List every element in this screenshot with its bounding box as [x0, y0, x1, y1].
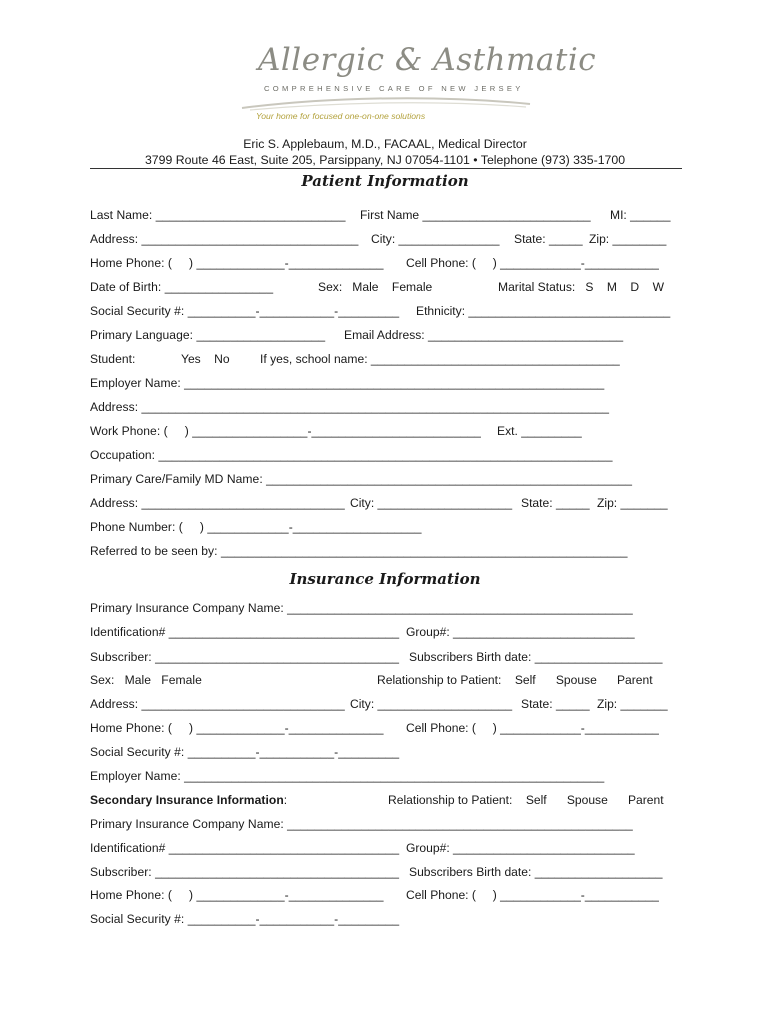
insured-social-security-field[interactable]: Social Security #: __________-___________-_________ — [90, 745, 400, 759]
state-field[interactable]: State: _____ — [514, 232, 583, 246]
work-phone-ext-field[interactable]: Ext. _________ — [497, 424, 582, 438]
social-security-field[interactable]: Social Security #: __________-___________-_________ — [90, 304, 400, 318]
employer-address-field[interactable]: Address: _____________________________________________________________________ — [90, 400, 610, 414]
group-field[interactable]: Group#: ___________________________ — [406, 625, 635, 639]
insured-city-field[interactable]: City: ____________________ — [350, 697, 513, 711]
secondary-insurance-colon: : — [283, 793, 288, 807]
address-field[interactable]: Address: ________________________________ — [90, 232, 359, 246]
insured-sex-options[interactable]: Sex: Male Female — [90, 673, 202, 687]
insured-address-field[interactable]: Address: ______________________________ — [90, 697, 345, 711]
md-city-field[interactable]: City: ____________________ — [350, 496, 513, 510]
md-phone-field[interactable]: Phone Number: ( ) ____________-___________________ — [90, 520, 422, 534]
sex-options[interactable]: Sex: Male Female — [318, 280, 433, 294]
home-phone-field[interactable]: Home Phone: ( ) _____________-______________ — [90, 256, 384, 270]
insured-cell-phone-field[interactable]: Cell Phone: ( ) ____________-___________ — [406, 721, 659, 735]
employer-name-field[interactable]: Employer Name: ______________________________________________________________ — [90, 376, 605, 390]
cell-phone-field[interactable]: Cell Phone: ( ) ____________-___________ — [406, 256, 659, 270]
identification-field[interactable]: Identification# __________________________________ — [90, 625, 400, 639]
secondary-cell-phone-field[interactable]: Cell Phone: ( ) ____________-___________ — [406, 888, 659, 902]
secondary-insurance-heading — [90, 793, 287, 807]
date-of-birth-field[interactable]: Date of Birth: ________________ — [90, 280, 274, 294]
mi-field[interactable]: MI: ______ — [610, 208, 671, 222]
relationship-to-patient-options[interactable]: Relationship to Patient: Self Spouse Parent — [377, 673, 653, 687]
secondary-group-field[interactable]: Group#: ___________________________ — [406, 841, 635, 855]
insurance-section-title: Insurance Information — [289, 570, 481, 588]
subscriber-birth-date-field[interactable]: Subscribers Birth date: ___________________ — [409, 650, 663, 664]
secondary-subscriber-birth-date-field[interactable]: Subscribers Birth date: ___________________ — [409, 865, 663, 879]
city-field[interactable]: City: _______________ — [371, 232, 500, 246]
secondary-subscriber-field[interactable]: Subscriber: ____________________________________ — [90, 865, 400, 879]
email-address-field[interactable]: Email Address: _____________________________ — [344, 328, 624, 342]
secondary-insurance-label: Secondary Insurance Information — [90, 793, 284, 807]
secondary-insurance-company-field[interactable]: Primary Insurance Company Name: ___________________________________________________ — [90, 817, 633, 831]
md-state-field[interactable]: State: _____ — [521, 496, 590, 510]
marital-status-options[interactable]: Marital Status: S M D W — [498, 280, 664, 294]
director-line: Eric S. Applebaum, M.D., FACAAL, Medical Director — [243, 137, 527, 151]
insured-state-field[interactable]: State: _____ — [521, 697, 590, 711]
secondary-identification-field[interactable]: Identification# __________________________________ — [90, 841, 400, 855]
last-name-field[interactable]: Last Name: ____________________________ — [90, 208, 346, 222]
student-label: Student: — [90, 352, 136, 366]
secondary-social-security-field[interactable]: Social Security #: __________-___________-_________ — [90, 912, 400, 926]
work-phone-field[interactable]: Work Phone: ( ) _________________-_________________________ — [90, 424, 481, 438]
patient-section-title: Patient Information — [301, 172, 469, 190]
ethnicity-field[interactable]: Ethnicity: ______________________________ — [416, 304, 671, 318]
practice-address-line: 3799 Route 46 East, Suite 205, Parsippany, NJ 07054-1101 • Telephone (973) 335-1700 — [144, 153, 626, 167]
insured-home-phone-field[interactable]: Home Phone: ( ) _____________-______________ — [90, 721, 384, 735]
md-address-field[interactable]: Address: ______________________________ — [90, 496, 345, 510]
school-name-field[interactable]: If yes, school name: _____________________________________ — [260, 352, 620, 366]
secondary-relationship-options[interactable]: Relationship to Patient: Self Spouse Parent — [388, 793, 664, 807]
student-options[interactable]: Yes No — [181, 352, 230, 366]
logo-subtitle: COMPREHENSIVE CARE OF NEW JERSEY — [264, 84, 524, 93]
practice-logo — [230, 42, 597, 126]
primary-language-field[interactable]: Primary Language: ___________________ — [90, 328, 326, 342]
insured-zip-field[interactable]: Zip: _______ — [597, 697, 668, 711]
logo-tagline: Your home for focused one-on-one solutions — [256, 111, 426, 121]
header-rule — [90, 168, 682, 169]
md-zip-field[interactable]: Zip: _______ — [597, 496, 668, 510]
secondary-home-phone-field[interactable]: Home Phone: ( ) _____________-______________ — [90, 888, 384, 902]
subscriber-field[interactable]: Subscriber: ____________________________________ — [90, 650, 400, 664]
first-name-field[interactable]: First Name _________________________ — [360, 208, 591, 222]
insured-employer-name-field[interactable]: Employer Name: ______________________________________________________________ — [90, 769, 605, 783]
zip-field[interactable]: Zip: ________ — [589, 232, 667, 246]
referred-by-field[interactable]: Referred to be seen by: ____________________________________________________________ — [90, 544, 628, 558]
logo-script-text: Allergic & Asthmatic — [258, 42, 597, 78]
occupation-field[interactable]: Occupation: ___________________________________________________________________ — [90, 448, 613, 462]
primary-care-md-field[interactable]: Primary Care/Family MD Name: ______________________________________________________ — [90, 472, 633, 486]
primary-insurance-company-field[interactable]: Primary Insurance Company Name: ___________________________________________________ — [90, 601, 633, 615]
